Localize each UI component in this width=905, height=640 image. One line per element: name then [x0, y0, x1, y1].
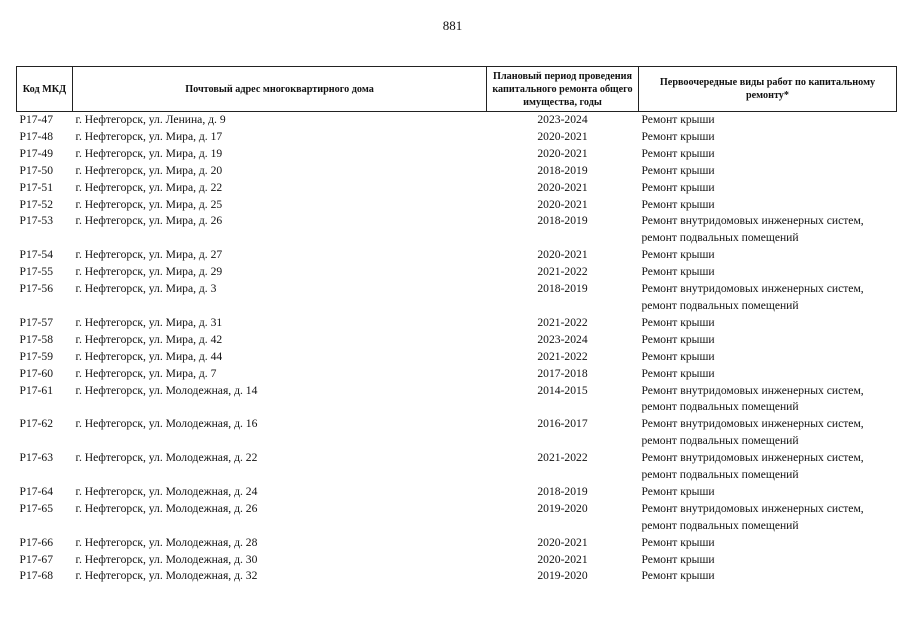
table-row — [17, 501, 897, 535]
code-cell: Р17-53 — [19, 214, 53, 228]
table-row — [17, 112, 897, 129]
works-line: Ремонт крыши — [641, 146, 715, 160]
code-cell: Р17-67 — [19, 552, 53, 566]
works-cell — [639, 112, 897, 129]
table-body — [17, 112, 897, 586]
table-row — [17, 450, 897, 484]
period-cell: 2017-2018 — [537, 366, 588, 380]
code-cell: Р17-59 — [19, 349, 53, 363]
code-cell: Р17-47 — [19, 113, 53, 126]
works-line: ремонт подвальных помещений — [641, 468, 799, 482]
period-cell: 2020-2021 — [537, 197, 588, 211]
works-line: Ремонт крыши — [641, 332, 715, 346]
works-line: Ремонт внутридомовых инженерных систем, — [641, 214, 864, 228]
works-line: Ремонт крыши — [641, 265, 715, 279]
table-row — [17, 146, 897, 163]
code-cell: Р17-57 — [19, 315, 53, 329]
housing-repair-table — [16, 66, 897, 585]
works-cell — [639, 264, 897, 281]
works-cell — [639, 535, 897, 552]
table-row — [17, 568, 897, 585]
table-row — [17, 535, 897, 552]
works-cell — [639, 213, 897, 247]
code-cell: Р17-48 — [19, 129, 53, 143]
period-cell: 2021-2022 — [537, 349, 588, 363]
works-line: Ремонт крыши — [641, 315, 715, 329]
code-cell: Р17-64 — [19, 484, 53, 498]
works-line: Ремонт внутридомовых инженерных систем, — [641, 282, 864, 296]
code-cell: Р17-63 — [19, 451, 53, 465]
works-line: Ремонт крыши — [641, 129, 715, 143]
address-cell: г. Нефтегорск, ул. Мира, д. 20 — [75, 163, 223, 177]
period-cell: 2020-2021 — [537, 552, 588, 566]
table-row — [17, 552, 897, 569]
period-cell: 2021-2022 — [537, 315, 588, 329]
works-line: ремонт подвальных помещений — [641, 434, 799, 448]
period-cell: 2018-2019 — [537, 214, 588, 228]
works-line: Ремонт крыши — [641, 349, 715, 363]
works-line: ремонт подвальных помещений — [641, 400, 799, 414]
code-cell: Р17-60 — [19, 366, 53, 380]
works-line: ремонт подвальных помещений — [641, 518, 799, 532]
address-cell: г. Нефтегорск, ул. Мира, д. 22 — [75, 180, 223, 194]
works-cell — [639, 349, 897, 366]
code-cell: Р17-56 — [19, 282, 53, 296]
period-cell: 2020-2021 — [537, 129, 588, 143]
address-cell: г. Нефтегорск, ул. Мира, д. 25 — [75, 197, 223, 211]
table-row — [17, 247, 897, 264]
table-row — [17, 281, 897, 315]
address-cell: г. Нефтегорск, ул. Мира, д. 19 — [75, 146, 223, 160]
period-cell: 2018-2019 — [537, 163, 588, 177]
address-cell: г. Нефтегорск, ул. Ленина, д. 9 — [75, 113, 226, 126]
period-cell: 2020-2021 — [537, 248, 588, 262]
code-cell: Р17-68 — [19, 569, 53, 583]
works-line: Ремонт крыши — [641, 197, 715, 211]
works-cell — [639, 315, 897, 332]
works-cell — [639, 416, 897, 450]
address-cell: г. Нефтегорск, ул. Молодежная, д. 14 — [75, 383, 258, 397]
table-row — [17, 484, 897, 501]
period-cell: 2016-2017 — [537, 417, 588, 431]
address-cell: г. Нефтегорск, ул. Мира, д. 3 — [75, 282, 217, 296]
works-cell — [639, 450, 897, 484]
code-cell: Р17-52 — [19, 197, 53, 211]
works-cell — [639, 484, 897, 501]
code-cell: Р17-62 — [19, 417, 53, 431]
table-row — [17, 416, 897, 450]
works-cell — [639, 383, 897, 417]
address-cell: г. Нефтегорск, ул. Молодежная, д. 26 — [75, 501, 258, 515]
address-cell: г. Нефтегорск, ул. Мира, д. 29 — [75, 265, 223, 279]
works-cell — [639, 197, 897, 214]
header-address: Почтовый адрес многоквартирного дома — [73, 67, 487, 112]
table-row — [17, 332, 897, 349]
code-cell: Р17-49 — [19, 146, 53, 160]
period-cell: 2019-2020 — [537, 501, 588, 515]
works-line: Ремонт крыши — [641, 366, 715, 380]
works-line: Ремонт внутридомовых инженерных систем, — [641, 383, 864, 397]
code-cell: Р17-58 — [19, 332, 53, 346]
period-cell: 2021-2022 — [537, 451, 588, 465]
table-row — [17, 129, 897, 146]
header-code: Код МКД — [17, 67, 73, 112]
period-cell: 2019-2020 — [537, 569, 588, 583]
code-cell: Р17-55 — [19, 265, 53, 279]
address-cell: г. Нефтегорск, ул. Мира, д. 42 — [75, 332, 223, 346]
header-period: Плановый период проведения капитального ремонта общего имущества, годы — [487, 67, 639, 112]
works-line: Ремонт крыши — [641, 569, 715, 583]
period-cell: 2020-2021 — [537, 535, 588, 549]
works-line: Ремонт внутридомовых инженерных систем, — [641, 451, 864, 465]
code-cell: Р17-50 — [19, 163, 53, 177]
works-line: Ремонт внутридомовых инженерных систем, — [641, 417, 864, 431]
works-cell — [639, 332, 897, 349]
works-cell — [639, 552, 897, 569]
works-cell — [639, 366, 897, 383]
table-header — [17, 67, 897, 112]
works-line: Ремонт внутридомовых инженерных систем, — [641, 501, 864, 515]
works-cell — [639, 281, 897, 315]
table-row — [17, 349, 897, 366]
works-cell — [639, 568, 897, 585]
table-row — [17, 197, 897, 214]
code-cell: Р17-66 — [19, 535, 53, 549]
table-row — [17, 213, 897, 247]
period-cell: 2021-2022 — [537, 265, 588, 279]
period-cell: 2018-2019 — [537, 484, 588, 498]
period-cell: 2014-2015 — [537, 383, 588, 397]
code-cell: Р17-65 — [19, 501, 53, 515]
table-row — [17, 180, 897, 197]
works-line: ремонт подвальных помещений — [641, 231, 799, 245]
works-cell — [639, 129, 897, 146]
address-cell: г. Нефтегорск, ул. Мира, д. 44 — [75, 349, 223, 363]
address-cell: г. Нефтегорск, ул. Молодежная, д. 24 — [75, 484, 258, 498]
address-cell: г. Нефтегорск, ул. Молодежная, д. 28 — [75, 535, 258, 549]
header-works: Первоочередные виды работ по капитальному ремонту* — [639, 67, 897, 112]
address-cell: г. Нефтегорск, ул. Молодежная, д. 32 — [75, 569, 258, 583]
table-row — [17, 315, 897, 332]
table-row — [17, 264, 897, 281]
code-cell: Р17-61 — [19, 383, 53, 397]
works-cell — [639, 180, 897, 197]
code-cell: Р17-54 — [19, 248, 53, 262]
works-cell — [639, 247, 897, 264]
works-line: Ремонт крыши — [641, 113, 715, 126]
header-row — [17, 67, 897, 112]
table-row — [17, 366, 897, 383]
works-line: Ремонт крыши — [641, 552, 715, 566]
address-cell: г. Нефтегорск, ул. Мира, д. 17 — [75, 129, 223, 143]
address-cell: г. Нефтегорск, ул. Молодежная, д. 22 — [75, 451, 258, 465]
works-line: ремонт подвальных помещений — [641, 298, 799, 312]
works-line: Ремонт крыши — [641, 163, 715, 177]
address-cell: г. Нефтегорск, ул. Мира, д. 7 — [75, 366, 217, 380]
works-cell — [639, 163, 897, 180]
works-line: Ремонт крыши — [641, 180, 715, 194]
period-cell: 2018-2019 — [537, 282, 588, 296]
works-cell — [639, 501, 897, 535]
works-cell — [639, 146, 897, 163]
table-row — [17, 163, 897, 180]
address-cell: г. Нефтегорск, ул. Молодежная, д. 16 — [75, 417, 258, 431]
period-cell: 2023-2024 — [537, 113, 588, 126]
address-cell: г. Нефтегорск, ул. Мира, д. 26 — [75, 214, 223, 228]
period-cell: 2020-2021 — [537, 146, 588, 160]
works-line: Ремонт крыши — [641, 535, 715, 549]
address-cell: г. Нефтегорск, ул. Молодежная, д. 30 — [75, 552, 258, 566]
table-row — [17, 383, 897, 417]
works-line: Ремонт крыши — [641, 484, 715, 498]
address-cell: г. Нефтегорск, ул. Мира, д. 31 — [75, 315, 223, 329]
period-cell: 2023-2024 — [537, 332, 588, 346]
code-cell: Р17-51 — [19, 180, 53, 194]
period-cell: 2020-2021 — [537, 180, 588, 194]
address-cell: г. Нефтегорск, ул. Мира, д. 27 — [75, 248, 223, 262]
works-line: Ремонт крыши — [641, 248, 715, 262]
page-number: 881 — [442, 18, 463, 33]
